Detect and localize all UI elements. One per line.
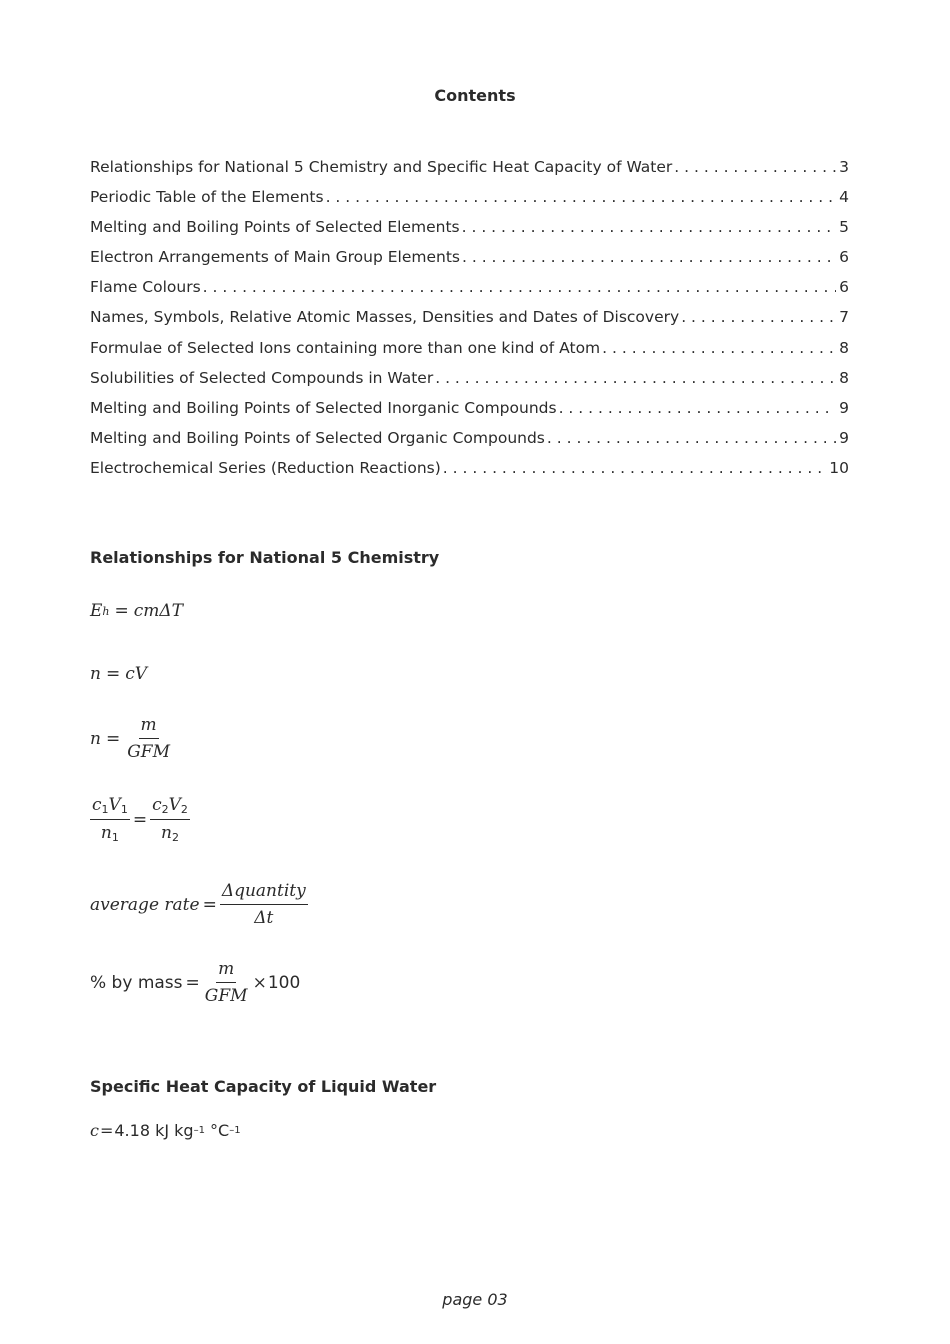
subscript: 2 <box>171 831 179 845</box>
heat-capacity-heading: Specific Heat Capacity of Liquid Water <box>90 1077 437 1096</box>
toc-entry[interactable] <box>90 188 849 218</box>
toc-entry-page: 5 <box>839 218 849 237</box>
toc-entry-title: Formulae of Selected Ions containing more than one kind of Atom <box>90 338 601 357</box>
value-unit: 4.18 kJ kg <box>114 1121 194 1140</box>
toc-leader-dots <box>681 308 836 326</box>
exponent: –1 <box>193 1125 205 1136</box>
fraction-denominator: GFM <box>204 985 248 1006</box>
toc-leader-dots <box>547 429 836 447</box>
fraction-numerator: m <box>139 716 159 739</box>
eq-lhs: average rate <box>90 894 200 915</box>
toc-entry-page: 8 <box>839 368 849 387</box>
toc-entry-title: Electrochemical Series (Reduction Reactions) <box>90 458 441 477</box>
symbol-c: c <box>92 795 102 815</box>
equation-moles-solution <box>90 664 147 684</box>
toc-leader-dots <box>203 278 836 296</box>
fraction <box>203 960 250 1005</box>
toc-entry-page: 8 <box>839 338 849 357</box>
exponent: –1 <box>229 1125 241 1136</box>
equation-moles-mass <box>90 716 172 761</box>
equals-sign: = <box>105 728 121 749</box>
toc-entry-title: Melting and Boiling Points of Selected Organic Compounds <box>90 428 545 447</box>
subscript: 1 <box>120 803 128 816</box>
toc-entry[interactable] <box>90 308 849 338</box>
fraction-denominator <box>159 820 181 844</box>
relationships-heading: Relationships for National 5 Chemistry <box>90 548 440 567</box>
contents-title: Contents <box>434 86 516 105</box>
symbol-n: n <box>100 823 112 844</box>
fraction-denominator: Δt <box>254 907 274 928</box>
toc-entry[interactable] <box>90 218 849 248</box>
subscript: 2 <box>161 803 169 816</box>
toc-leader-dots <box>462 218 837 236</box>
toc-leader-dots <box>462 248 836 266</box>
toc-entry[interactable] <box>90 399 849 429</box>
equals-sign: = <box>99 1121 114 1140</box>
toc-leader-dots <box>674 158 836 176</box>
eq-rhs: cmΔT <box>133 601 184 621</box>
toc-entry-title: Periodic Table of the Elements <box>90 188 324 207</box>
fraction <box>90 796 130 844</box>
page-number: page 03 <box>442 1290 508 1309</box>
toc-leader-dots <box>435 369 836 387</box>
eq-lhs-subscript: h <box>102 604 110 618</box>
toc-entry-title: Names, Symbols, Relative Atomic Masses, Densities and Dates of Discovery <box>90 308 680 327</box>
toc-entry-title: Relationships for National 5 Chemistry and Specific Heat Capacity of Water <box>90 158 673 176</box>
symbol-c: c <box>90 1121 99 1140</box>
toc-entry[interactable] <box>90 429 849 459</box>
toc-entry[interactable] <box>90 278 849 308</box>
toc-entry[interactable] <box>90 369 849 399</box>
equation-titration <box>90 796 190 844</box>
toc-entry-page: 6 <box>839 278 849 297</box>
toc-entry-page: 7 <box>839 308 849 327</box>
equation-average-rate <box>90 882 308 927</box>
toc-entry[interactable] <box>90 339 849 369</box>
subscript: 1 <box>101 803 109 816</box>
toc-entry-title: Electron Arrangements of Main Group Elements <box>90 248 460 267</box>
fraction <box>150 796 190 844</box>
equation-heat-energy <box>90 601 183 621</box>
toc-leader-dots <box>602 339 836 357</box>
equation-percent-by-mass <box>90 960 300 1005</box>
symbol-n: n <box>160 823 172 844</box>
subscript: 2 <box>180 803 188 816</box>
eq-lhs: n <box>90 728 101 749</box>
table-of-contents <box>90 158 849 489</box>
symbol-v: V <box>108 795 121 815</box>
toc-leader-dots <box>326 188 837 206</box>
symbol-v: V <box>168 795 181 815</box>
toc-entry[interactable] <box>90 248 849 278</box>
equals-sign: = <box>105 664 121 684</box>
equals-sign: = <box>132 810 148 831</box>
toc-leader-dots <box>559 399 837 417</box>
eq-lhs: E <box>90 601 103 621</box>
times-sign: × <box>252 972 267 993</box>
toc-entry-page: 9 <box>839 398 849 417</box>
equals-sign: = <box>202 894 217 915</box>
fraction-numerator: m <box>216 960 236 983</box>
toc-entry-page: 9 <box>839 428 849 447</box>
toc-entry[interactable] <box>90 158 849 188</box>
fraction-denominator <box>99 820 121 844</box>
factor: 100 <box>267 972 301 993</box>
fraction-numerator <box>90 796 130 820</box>
toc-leader-dots <box>443 459 826 477</box>
eq-rhs: cV <box>125 664 148 684</box>
eq-lhs: n <box>90 664 101 684</box>
subscript: 1 <box>111 831 119 845</box>
fraction-numerator <box>150 796 190 820</box>
toc-entry[interactable] <box>90 459 849 489</box>
fraction-numerator: Δquantity <box>220 882 308 905</box>
toc-entry-title: Melting and Boiling Points of Selected Inorganic Compounds <box>90 398 557 417</box>
toc-entry-page: 6 <box>839 248 849 267</box>
equals-sign: = <box>114 601 129 621</box>
symbol-c: c <box>152 795 162 815</box>
equals-sign: = <box>185 972 200 993</box>
toc-entry-page: 4 <box>839 188 849 207</box>
unit-celsius: °C <box>204 1121 230 1140</box>
fraction <box>220 882 308 927</box>
toc-entry-page: 3 <box>839 158 849 176</box>
toc-entry-title: Solubilities of Selected Compounds in Water <box>90 368 434 387</box>
toc-entry-title: Melting and Boiling Points of Selected Elements <box>90 218 460 237</box>
toc-entry-title: Flame Colours <box>90 278 201 297</box>
toc-entry-page: 10 <box>829 458 849 477</box>
heat-capacity-value <box>90 1121 241 1140</box>
eq-lhs: % by mass <box>90 972 183 993</box>
fraction-denominator: GFM <box>127 741 170 762</box>
fraction <box>125 716 172 761</box>
